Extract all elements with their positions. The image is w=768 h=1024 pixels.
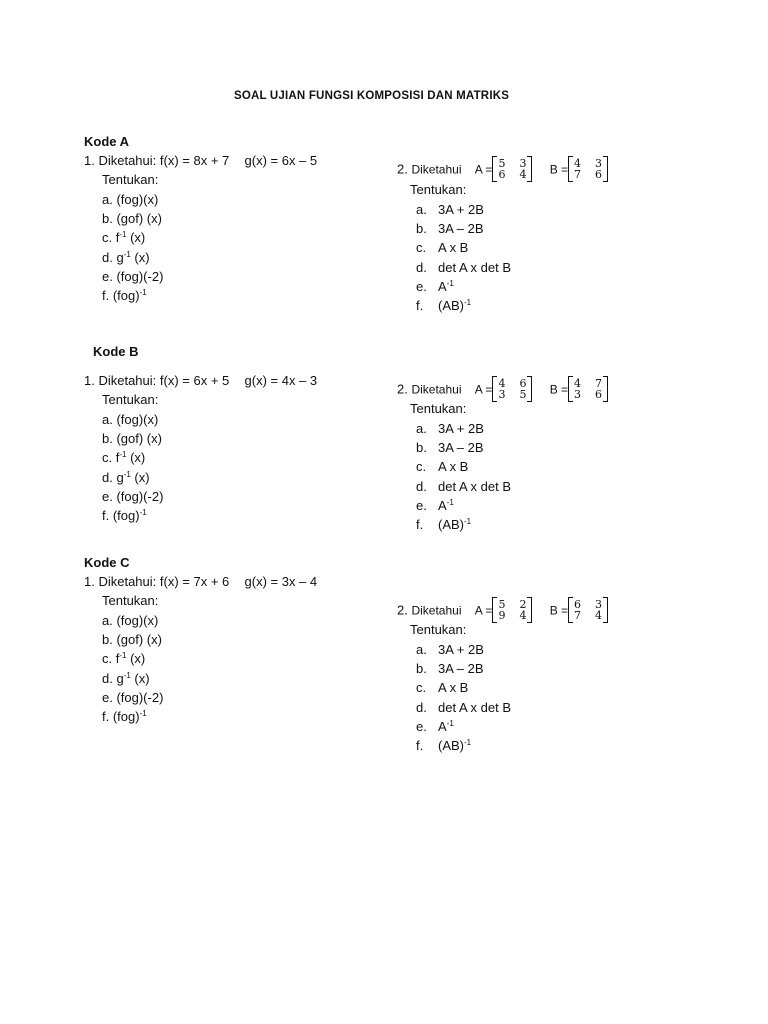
list-item: c. $f^{-1}$ (x) bbox=[102, 230, 146, 246]
list-item: b. 3A – 2B bbox=[416, 440, 484, 456]
kode-c-q1-tentukan: Tentukan: bbox=[102, 593, 159, 608]
q1-prefix: 1. Diketahui: bbox=[84, 153, 157, 168]
list-item: f. (fog)$^{-1}$ bbox=[102, 508, 147, 524]
list-item: c. $f^{-1}$ (x) bbox=[102, 651, 146, 667]
list-item: e. $A^{-1}$ bbox=[416, 718, 454, 734]
matrix-b: 4 3 7 6 bbox=[568, 156, 608, 182]
matrix-b: 6 3 7 4 bbox=[568, 597, 608, 623]
q1-g-function: g(x) = 3x – 4 bbox=[244, 574, 318, 589]
kode-a-q1-list bbox=[102, 190, 163, 305]
list-item: a. (fog)(x) bbox=[102, 192, 159, 207]
q2-prefix: 2. bbox=[397, 381, 408, 397]
matrix-a-label: A = bbox=[474, 382, 493, 397]
kode-b-q2-list bbox=[416, 419, 511, 534]
list-item: d. $g^{-1}$ (x) bbox=[102, 469, 150, 485]
kode-b-q1-tentukan: Tentukan: bbox=[102, 392, 159, 407]
list-item: b. 3A – 2B bbox=[416, 221, 484, 237]
list-item: f. (fog)$^{-1}$ bbox=[102, 709, 147, 725]
kode-a-q1-tentukan: Tentukan: bbox=[102, 172, 159, 187]
q1-f-function: f(x) = 7x + 6 bbox=[159, 574, 230, 589]
q1-prefix: 1. Diketahui: bbox=[84, 373, 157, 388]
q2-prefix: 2. bbox=[397, 161, 408, 177]
q1-prefix: 1. Diketahui: bbox=[84, 574, 157, 589]
matrix-b-label: B = bbox=[549, 162, 569, 177]
list-item: e. $A^{-1}$ bbox=[416, 497, 454, 513]
list-item: d. det A x det B bbox=[416, 259, 511, 275]
q2-diketahui: Diketahui bbox=[411, 162, 462, 177]
list-item: f. (fog)$^{-1}$ bbox=[102, 288, 147, 304]
q1-f-function: f(x) = 6x + 5 bbox=[159, 373, 230, 388]
matrix-a: 4 6 3 5 bbox=[492, 376, 532, 402]
kode-b-q2-tentukan: Tentukan: bbox=[410, 401, 467, 416]
kode-a-q2-list bbox=[416, 200, 511, 315]
list-item: a. 3A + 2B bbox=[416, 421, 484, 436]
matrix-a-label: A = bbox=[474, 162, 493, 177]
list-item: c. A x B bbox=[416, 459, 469, 475]
kode-a-q2-tentukan: Tentukan: bbox=[410, 182, 467, 197]
q1-g-function: g(x) = 6x – 5 bbox=[244, 153, 318, 168]
kode-c-heading: Kode C bbox=[84, 555, 130, 570]
list-item: a. 3A + 2B bbox=[416, 642, 484, 657]
matrix-a-label: A = bbox=[474, 603, 493, 618]
kode-c-q1-statement bbox=[84, 573, 317, 591]
list-item: f. (AB)$^{-1}$ bbox=[416, 517, 472, 533]
q1-f-function: f(x) = 8x + 7 bbox=[159, 153, 230, 168]
list-item: c. $f^{-1}$ (x) bbox=[102, 450, 146, 466]
kode-b-q1-statement bbox=[84, 372, 317, 390]
q2-diketahui: Diketahui bbox=[411, 382, 462, 397]
kode-c-q2-list bbox=[416, 640, 511, 755]
list-item: b. 3A – 2B bbox=[416, 661, 484, 677]
kode-b-heading: Kode B bbox=[93, 344, 139, 359]
kode-a-q1-statement bbox=[84, 152, 317, 170]
list-item: f. (AB)$^{-1}$ bbox=[416, 738, 472, 754]
list-item: d. $g^{-1}$ (x) bbox=[102, 670, 150, 686]
list-item: b. (gof) (x) bbox=[102, 431, 162, 447]
q2-diketahui: Diketahui bbox=[411, 603, 462, 618]
list-item: b. (gof) (x) bbox=[102, 632, 162, 648]
matrix-a: 5 3 6 4 bbox=[492, 156, 532, 182]
q2-prefix: 2. bbox=[397, 602, 408, 618]
list-item: d. det A x det B bbox=[416, 699, 511, 715]
list-item: a. (fog)(x) bbox=[102, 613, 159, 628]
kode-a-q2-statement bbox=[397, 157, 608, 183]
list-item: e. (fog)(-2) bbox=[102, 488, 164, 504]
list-item: e. (fog)(-2) bbox=[102, 689, 164, 705]
list-item: f. (AB)$^{-1}$ bbox=[416, 298, 472, 314]
list-item: d. det A x det B bbox=[416, 478, 511, 494]
matrix-b: 4 7 3 6 bbox=[568, 376, 608, 402]
list-item: c. A x B bbox=[416, 240, 469, 256]
page-title: SOAL UJIAN FUNGSI KOMPOSISI DAN MATRIKS bbox=[234, 90, 510, 102]
matrix-a: 5 2 9 4 bbox=[492, 597, 532, 623]
kode-c-q2-tentukan: Tentukan: bbox=[410, 622, 467, 637]
list-item: e. (fog)(-2) bbox=[102, 268, 164, 284]
list-item: c. A x B bbox=[416, 680, 469, 696]
list-item: a. (fog)(x) bbox=[102, 412, 159, 427]
list-item: d. $g^{-1}$ (x) bbox=[102, 249, 150, 265]
list-item: b. (gof) (x) bbox=[102, 211, 162, 227]
kode-a-heading: Kode A bbox=[84, 134, 130, 149]
kode-c-q1-list bbox=[102, 611, 163, 726]
matrix-b-label: B = bbox=[549, 603, 569, 618]
matrix-b-label: B = bbox=[549, 382, 569, 397]
list-item: e. $A^{-1}$ bbox=[416, 278, 454, 294]
kode-b-q1-list bbox=[102, 410, 163, 525]
list-item: a. 3A + 2B bbox=[416, 202, 484, 217]
q1-g-function: g(x) = 4x – 3 bbox=[244, 373, 318, 388]
